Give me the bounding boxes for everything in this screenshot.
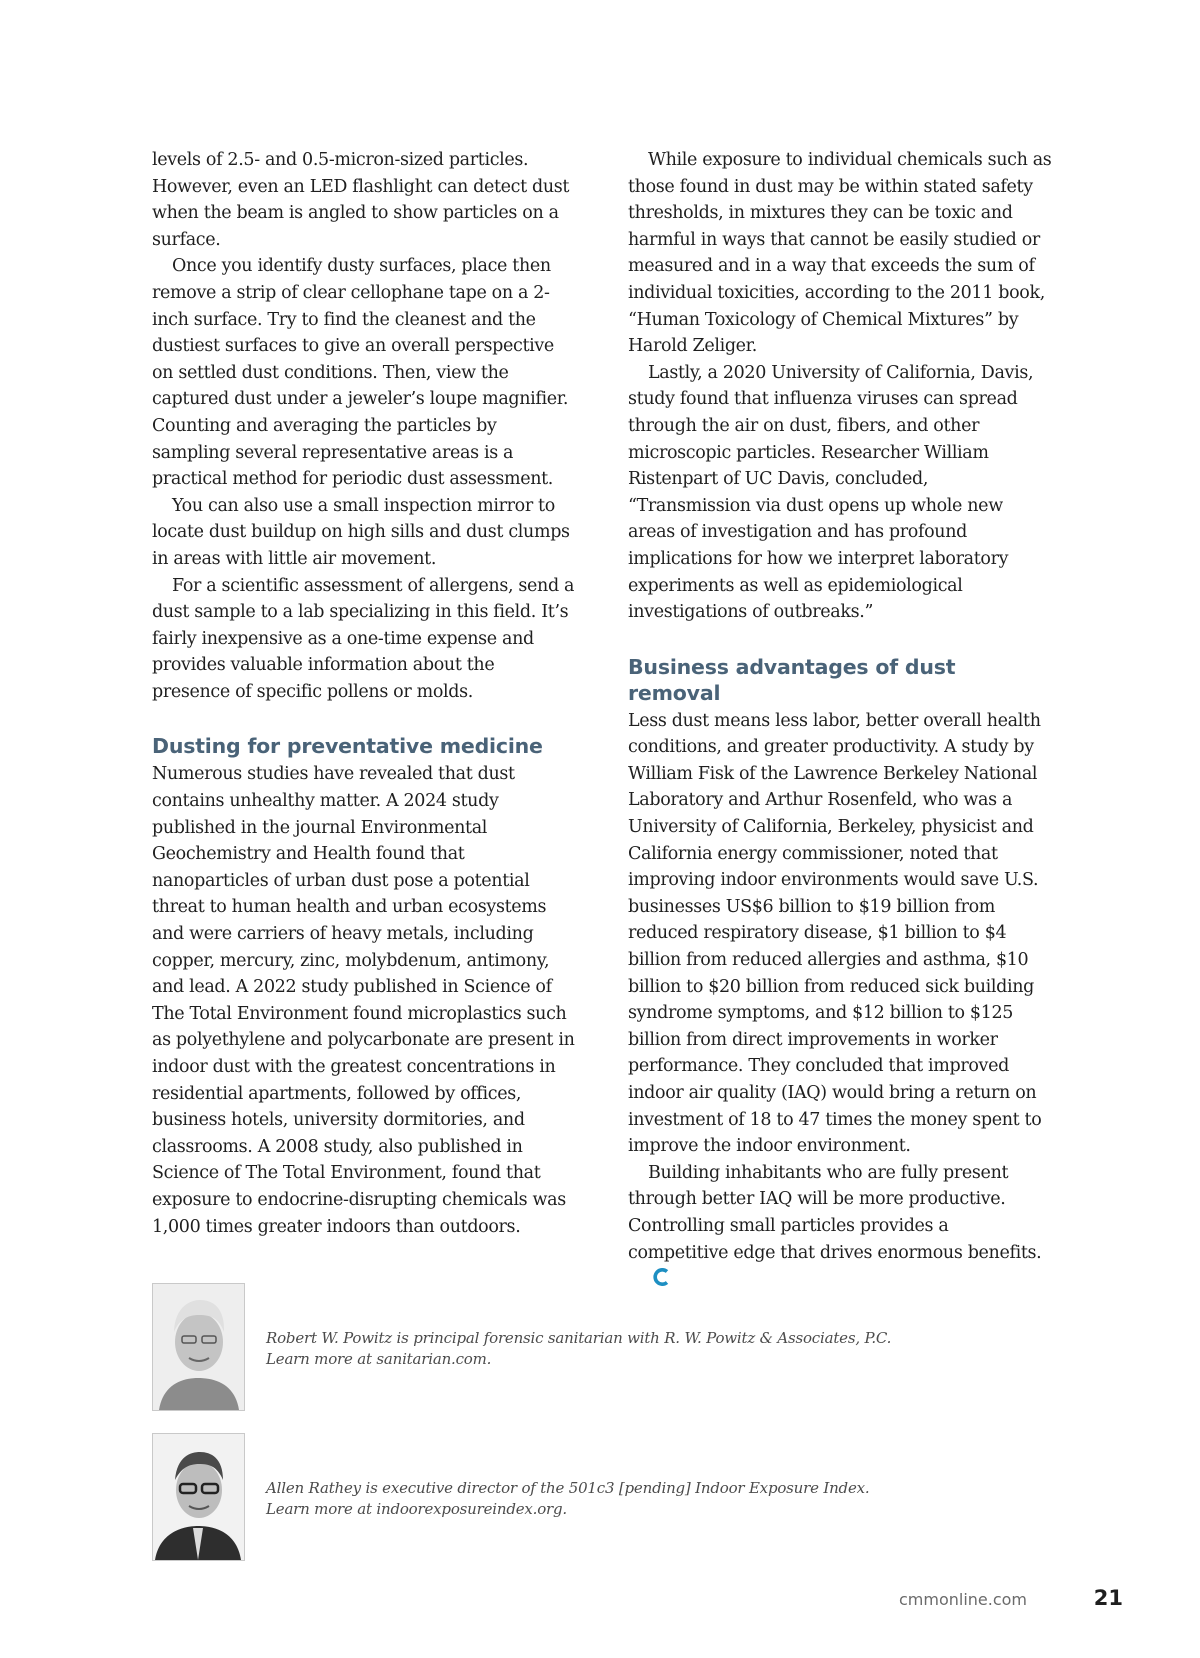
body-paragraph: levels of 2.5- and 0.5-micron-sized particles. However, even an LED flashlight can detect dust when the beam is angled to show particles on a surface. <box>152 150 570 250</box>
author-photo <box>152 1283 245 1411</box>
bio-line: Learn more at indoorexposureindex.org. <box>266 1500 567 1518</box>
body-paragraph: Lastly, a 2020 University of California, Davis, study found that influenza viruses can spread through the air on dust, fibers, and other microscopic particles. Researcher William Ristenpart of UC Davis, concluded, “Transmission via dust opens up whole new areas of investigation and has profound implications for how we interpret laboratory experiments as well as epidemiological investigations of outbreaks.” <box>628 362 1034 623</box>
body-paragraph: Less dust means less labor, better overall health conditions, and greater productivity. A study by William Fisk of the Lawrence Berkeley National Laboratory and Arthur Rosenfeld, who was a University of California, Berkeley, physicist and California energy commissioner, noted that improving indoor environments would save U.S. businesses US$6 billion to $19 billion from reduced respiratory disease, $1 billion to $4 billion from reduced allergies and asthma, $10 billion to $20 billion from reduced sick building syndrome symptoms, and $12 billion to $125 billion from direct improvements in worker performance. They concluded that improved indoor air quality (IAQ) would bring a return on investment of 18 to 47 times the money spent to improve the indoor environment. <box>628 710 1042 1157</box>
body-paragraph: You can also use a small inspection mirror to locate dust buildup on high sills and dust clumps in areas with little air movement. <box>152 495 570 569</box>
bio-line: Learn more at sanitarian.com. <box>266 1350 492 1368</box>
footer-website: cmmonline.com <box>898 1590 1027 1609</box>
left-column <box>152 147 577 1240</box>
right-column <box>628 147 1053 1296</box>
bio-line: Allen Rathey is executive director of the 501c3 [pending] Indoor Exposure Index. <box>266 1479 870 1497</box>
bio-text <box>266 1328 891 1370</box>
body-paragraph: Numerous studies have revealed that dust contains unhealthy matter. A 2024 study published in the journal Environmental Geochemistry and Health found that nanoparticles of urban dust pose a potential threat to human health and urban ecosystems and were carriers of heavy metals, including copper, mercury, zinc, molybdenum, antimony, and lead. A 2022 study published in Science of The Total Environment found microplastics such as polyethylene and polycarbonate are present in indoor dust with the greatest concentrations in residential apartments, followed by offices, business hotels, university dormitories, and classrooms. A 2008 study, also published in Science of The Total Environment, found that exposure to endocrine-disrupting chemicals was 1,000 times greater indoors than outdoors. <box>152 764 575 1237</box>
body-paragraph: Once you identify dusty surfaces, place then remove a strip of clear cellophane tape on a 2-inch surface. Try to find the cleanest and the dustiest surfaces to give an overall perspective on settled dust conditions. Then, view the captured dust under a jeweler’s loupe magnifier. Counting and averaging the particles by sampling several representative areas is a practical method for periodic dust assessment. <box>152 256 569 490</box>
closing-paragraph <box>628 1160 1053 1296</box>
bio-line: Robert W. Powitz is principal forensic sanitarian with R. W. Powitz & Associates, P.C. <box>266 1329 892 1347</box>
section-heading: Dusting for preventative medicine <box>152 734 543 759</box>
bio-text <box>266 1478 869 1520</box>
author-bio-rathey <box>152 1433 1052 1563</box>
page-number: 21 <box>1093 1586 1123 1610</box>
closing-text: Building inhabitants who are fully present through better IAQ will be more productive. Controlling small particles provides a competitive edge that drives enormous benefits. <box>628 1162 1042 1263</box>
body-paragraph: For a scientific assessment of allergens, send a dust sample to a lab specializing in this field. It’s fairly inexpensive as a one-time expense and provides valuable information about the presence of specific pollens or molds. <box>152 575 575 702</box>
author-bio-powitz <box>152 1283 1052 1413</box>
section-heading: Business advantages of dust removal <box>628 654 956 705</box>
body-paragraph: While exposure to individual chemicals such as those found in dust may be within stated safety thresholds, in mixtures they can be toxic and harmful in ways that cannot be easily studied or measured and in a way that exceeds the sum of individual toxicities, according to the 2011 book, “Human Toxicology of Chemical Mixtures” by Harold Zeliger. <box>628 150 1052 357</box>
author-photo <box>152 1433 245 1561</box>
